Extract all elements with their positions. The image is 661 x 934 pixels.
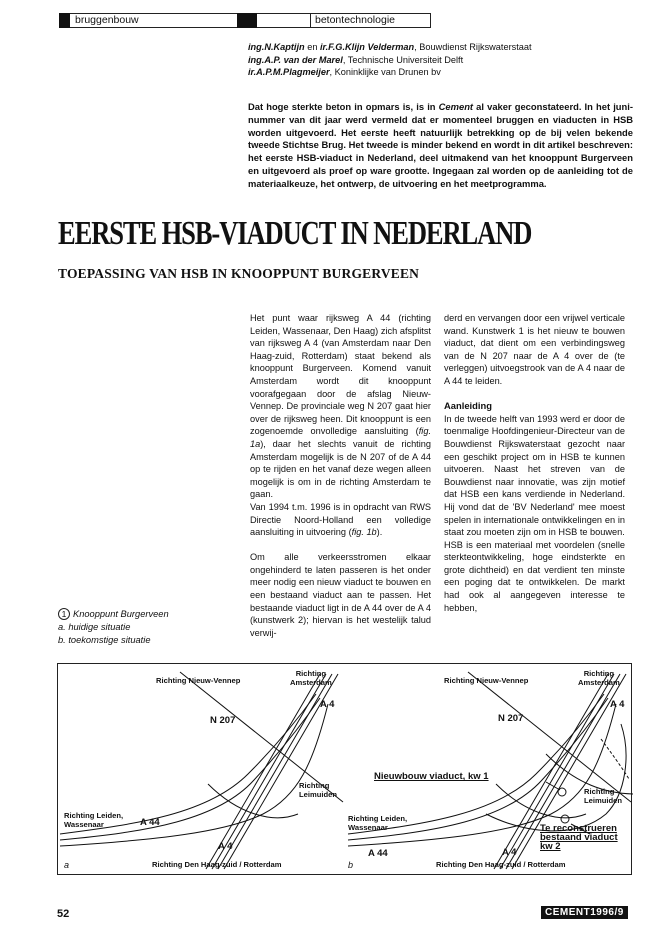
label-leiden-wassenaar: Richting Leiden, Wassenaar xyxy=(348,814,408,832)
label-n207: N 207 xyxy=(210,715,236,726)
label-a44: A 44 xyxy=(140,817,160,828)
author-line: ing.N.Kaptijn en ir.F.G.Klijn Velderman, Bouwdienst Rijkswaterstaat xyxy=(248,42,532,52)
caption-a: a. huidige situatie xyxy=(58,622,131,632)
text-column-2 xyxy=(444,312,625,627)
label-a44: A 44 xyxy=(368,848,388,859)
label-leimuiden: Richting Leimuiden xyxy=(584,787,622,805)
label-reconstruct-viaduct: Te reconstrueren bestaand viaduct kw 2 xyxy=(540,823,618,852)
label-a4: A 4 xyxy=(218,841,233,852)
page-number: 52 xyxy=(57,908,70,920)
section-header-right xyxy=(310,13,431,28)
caption-title: Knooppunt Burgerveen xyxy=(73,609,169,619)
label-nieuw-vennep: Richting Nieuw-Vennep xyxy=(444,676,529,685)
panel-a-roads xyxy=(60,672,343,869)
section-header-left xyxy=(59,13,311,28)
header-block xyxy=(59,13,70,28)
label-amsterdam: Richting Amsterdam xyxy=(290,669,332,687)
article-intro: Dat hoge sterkte beton in opmars is, is in Cement al vaker geconstateerd. In het juni-nummer van dit jaar werd vermeld dat er momenteel bruggen en viaducten in HSB worden uitgevoerd. Het eerste heeft natuurlijk betrekking op de bij velen bekende tweede Stichtse Brug. Het tweede is minder bekend en wordt in dit artikel beschreven: het eerste HSB-viaduct in Nederland, deel uitmakend van het knooppunt Burgerveen en uitgevoerd als proef op ware grootte. Ingegaan zal worden op de aanleiding tot de materiaalkeuze, het ontwerp, de uitvoering en het meetprogramma. xyxy=(248,101,633,189)
panel-label: a xyxy=(64,860,70,870)
label-a4: A 4 xyxy=(502,847,517,858)
figure-number: 1 xyxy=(58,608,70,620)
paragraph: Om alle verkeersstromen elkaar ongehinderd te laten passeren is het onder meer nodig een nieuw viaduct te bouwen en een bestaand viaduct aan te passen. Het bestaande viaduct ligt in de A 44 over de A 4 (kunstwerk 2); hiervan is het westelijk talud verwij- xyxy=(250,552,431,638)
caption-b: b. toekomstige situatie xyxy=(58,635,151,645)
text-column-1 xyxy=(250,312,431,652)
paragraph: derd en vervangen door een vrijwel verticale wand. Kunstwerk 1 is het nieuw te bouwen viaduct, dat dient om een verbindingsweg van de N 207 naar de A 4 over de (te verleggen) uitvoegstrook van de A 4 naar de A 44 te leiden. xyxy=(444,313,625,386)
label-leiden-wassenaar: Richting Leiden, Wassenaar xyxy=(64,811,124,829)
panel-label: b xyxy=(348,860,354,870)
section-label: betontechnologie xyxy=(315,14,395,26)
section-heading: Aanleiding xyxy=(444,400,492,412)
label-nieuw-vennep: Richting Nieuw-Vennep xyxy=(156,676,241,685)
paragraph: Het punt waar rijksweg A 44 (richting Leiden, Wassenaar, Den Haag) zich afsplitst van rijksweg A 4 (van Amsterdam naar Den Haag-zuid, Rotterdam) staat bekend als knooppunt Burgerveen. Komend vanuit Amsterdam wordt dit knooppunt voorafgegaan door de afslag Nieuw-Vennep. De provinciale weg N 207 gaat hier over de rijksweg heen. Dit knooppunt is een zogenoemde onvolledige aansluiting (fig. 1a), daar het slechts vanuit de richting Amsterdam mogelijk is de N 207 of de A 44 op te rijden en het vanaf deze wegen alleen mogelijk is om in de richting Amsterdam te gaan. xyxy=(250,313,431,500)
label-new-viaduct: Nieuwbouw viaduct, kw 1 xyxy=(374,771,489,782)
paragraph: In de tweede helft van 1993 werd er door de toenmalige Hoofdingenieur-Directeur van de Bouwdienst Rijkswaterstaat gezocht naar een geschikt project om in HSB te kunnen uitvoeren. Naast het streven van de Bouwdienst naar innovatie, was zijn motief dat HSB een kans verdiende in Nederland. Hij vond dat de 'BV Nederland' mee moest spelen in internationale ontwikkelingen en in staat zou moeten zijn om in HSB te bouwen. xyxy=(444,413,625,538)
label-a4: A 4 xyxy=(320,699,335,710)
author-line: ing.A.P. van der Marel, Technische Universiteit Delft xyxy=(248,54,464,65)
header-block xyxy=(237,13,257,28)
label-leimuiden: Richting Leimuiden xyxy=(299,781,337,799)
paragraph: Van 1994 t.m. 1996 is in opdracht van RWS Directie Noord-Holland een volledige aansluiting in uitvoering (fig. 1b). xyxy=(250,501,431,538)
label-amsterdam: Richting Amsterdam xyxy=(578,669,620,687)
interchange-figure xyxy=(57,663,632,875)
label-n207: N 207 xyxy=(498,713,524,724)
article-title: EERSTE HSB-VIADUCT IN NEDERLAND xyxy=(58,215,532,252)
label-den-haag: Richting Den Haag-zuid / Rotterdam xyxy=(152,860,282,869)
paragraph: HSB is een materiaal met voordelen (snelle sterkteontwikkeling, hoge eindsterkte en grote dichtheid) en dat verdient ten minste een poging dat te ontwikkelen. De markt had ook al aangegeven interesse te hebben, xyxy=(444,539,625,613)
author-line: ir.A.P.M.Plagmeijer, Koninklijke van Drunen bv xyxy=(248,67,441,77)
article-subtitle: TOEPASSING VAN HSB IN KNOOPPUNT BURGERVEEN xyxy=(58,266,420,281)
figure-caption xyxy=(58,608,169,647)
section-label: bruggenbouw xyxy=(75,14,139,26)
label-den-haag: Richting Den Haag-zuid / Rotterdam xyxy=(436,860,566,869)
label-a4: A 4 xyxy=(610,699,625,710)
journal-footer: CEMENT1996/9 xyxy=(541,906,628,919)
author-list xyxy=(248,41,638,79)
